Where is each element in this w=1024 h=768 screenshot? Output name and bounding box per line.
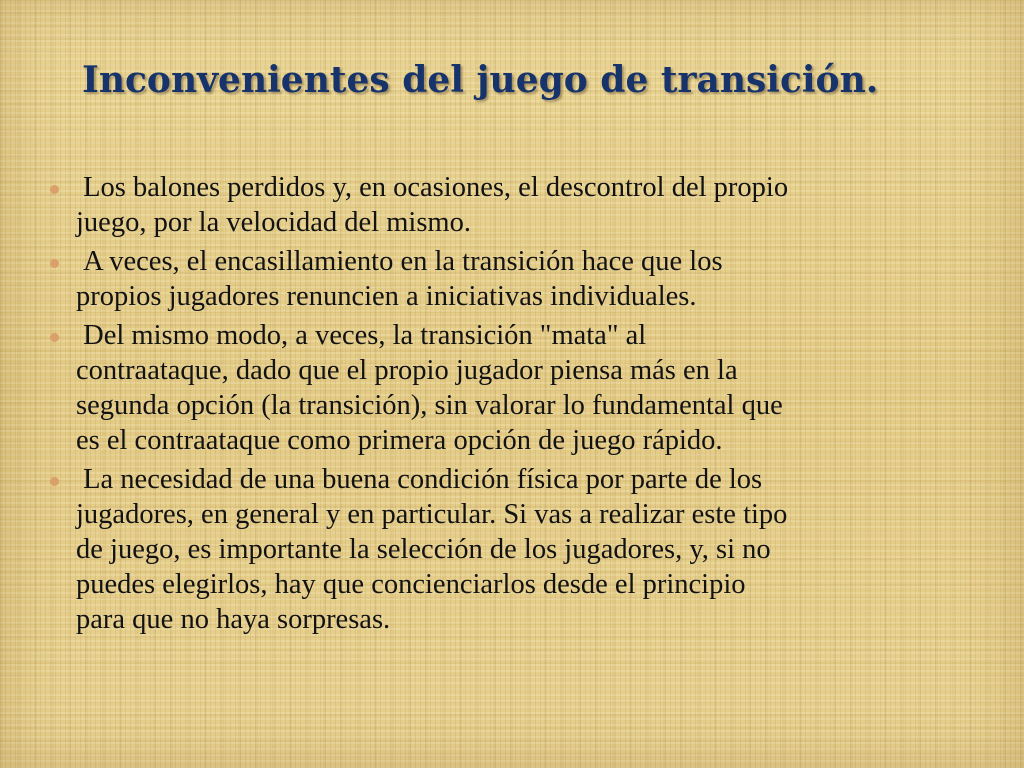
bullet-item [46, 244, 986, 314]
bullet-dot-icon [50, 185, 59, 194]
bullet-dot-icon [50, 477, 59, 486]
bullet-dot-icon [50, 259, 59, 268]
bullet-text: Del mismo modo, a veces, la transición "mata" al contraataque, dado que el propio jugador piensa más en la segunda opción (la transición), sin valorar lo fundamental que es el contraataque como primera opción de juego rápido. [76, 320, 783, 456]
bullet-text: Los balones perdidos y, en ocasiones, el descontrol del propio juego, por la velocidad del mismo. [76, 172, 789, 238]
slide-title: Inconvenientes del juego de transición. [82, 59, 879, 101]
bullet-item [46, 462, 986, 637]
bullet-item [46, 318, 986, 458]
bullet-text: A veces, el encasillamiento en la transición hace que los propios jugadores renuncien a iniciativas individuales. [76, 246, 723, 312]
bullet-text: La necesidad de una buena condición física por parte de los jugadores, en general y en particular. Si vas a realizar este tipo de juego, es importante la selección de los jugadores, y, si no puedes elegirlos, hay que concienciarlos desde el principio para que no haya sorpresas. [76, 464, 788, 635]
bullet-list [46, 170, 986, 641]
bullet-item [46, 170, 986, 240]
bullet-dot-icon [50, 333, 59, 342]
